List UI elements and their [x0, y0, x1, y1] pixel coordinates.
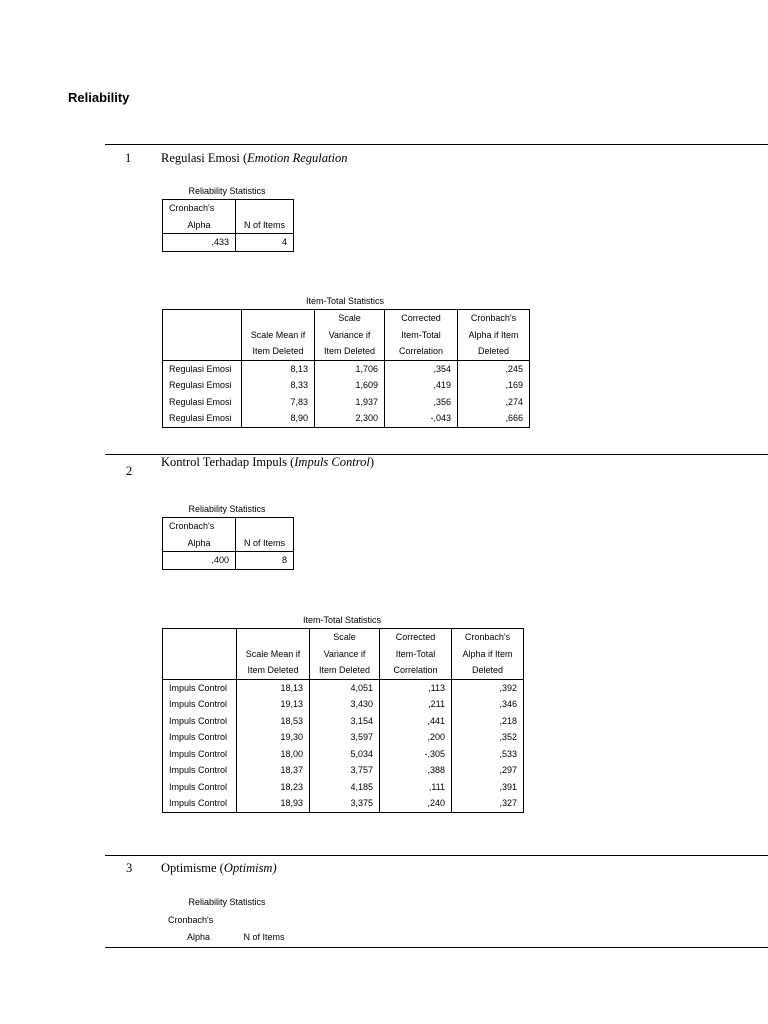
section-number: 1 [125, 151, 132, 165]
table-header-row: Item Deleted Item Deleted Correlation Deleted [163, 343, 530, 360]
section-title: Kontrol Terhadap Impuls (Impuls Control) [161, 455, 375, 469]
table-row: Impuls Control 18,93 3,375 ,240 ,327 [163, 795, 524, 812]
table-row: ,433 4 [163, 234, 294, 252]
table-row: Regulasi Emosi 8,90 2,300 -,043 ,666 [163, 410, 530, 427]
table-row: ,400 8 [163, 552, 294, 570]
table-header-row: Cronbach's [168, 915, 214, 925]
item-total-statistics-caption: Item-Total Statistics [305, 296, 385, 306]
table-row: Impuls Control 18,23 4,185 ,111 ,391 [163, 779, 524, 796]
item-total-statistics-table [162, 309, 530, 428]
item-total-statistics-caption: Item-Total Statistics [302, 615, 382, 625]
table-row: Regulasi Emosi 7,83 1,937 ,356 ,274 [163, 394, 530, 411]
table-header-row: Alpha N of Items [163, 535, 294, 552]
table-row: Impuls Control 19,30 3,597 ,200 ,352 [163, 729, 524, 746]
table-header-row: Cronbach's [163, 200, 294, 217]
table-row: Impuls Control 18,37 3,757 ,388 ,297 [163, 762, 524, 779]
reliability-statistics-table [162, 199, 294, 252]
table-header-row: Scale Corrected Cronbach's [163, 310, 530, 327]
table-row: Impuls Control 18,53 3,154 ,441 ,218 [163, 713, 524, 730]
section-number: 2 [126, 464, 133, 478]
section-divider [105, 855, 768, 856]
page-title: Reliability [68, 90, 130, 105]
table-row: Regulasi Emosi 8,13 1,706 ,354 ,245 [163, 360, 530, 377]
table-row: Impuls Control 18,13 4,051 ,113 ,392 [163, 679, 524, 696]
section-divider [105, 947, 768, 948]
table-header-row: Scale Mean if Variance if Item-Total Alpha if Item [163, 646, 524, 663]
table-header-row: Scale Mean if Variance if Item-Total Alpha if Item [163, 327, 530, 344]
reliability-statistics-table [162, 912, 293, 945]
table-row: Impuls Control 19,13 3,430 ,211 ,346 [163, 696, 524, 713]
table-row: Impuls Control 18,00 5,034 -,305 ,533 [163, 746, 524, 763]
table-header-row: Scale Corrected Cronbach's [163, 629, 524, 646]
table-header-row: Item Deleted Item Deleted Correlation Deleted [163, 662, 524, 679]
reliability-statistics-caption: Reliability Statistics [188, 897, 266, 907]
reliability-statistics-caption: Reliability Statistics [188, 504, 266, 514]
table-header-row: Cronbach's [163, 518, 294, 535]
table-header-row: Alpha N of Items [163, 217, 294, 234]
reliability-statistics-table [162, 517, 294, 570]
section-divider [105, 144, 768, 145]
section-title: Regulasi Emosi (Emotion Regulation [161, 151, 348, 165]
section-title: Optimisme (Optimism) [161, 861, 277, 875]
table-row: Regulasi Emosi 8,33 1,609 ,419 ,169 [163, 377, 530, 394]
table-header-row: Alpha N of Items [186, 931, 285, 942]
reliability-statistics-caption: Reliability Statistics [188, 186, 266, 196]
item-total-statistics-table [162, 628, 524, 813]
section-number: 3 [126, 861, 133, 875]
